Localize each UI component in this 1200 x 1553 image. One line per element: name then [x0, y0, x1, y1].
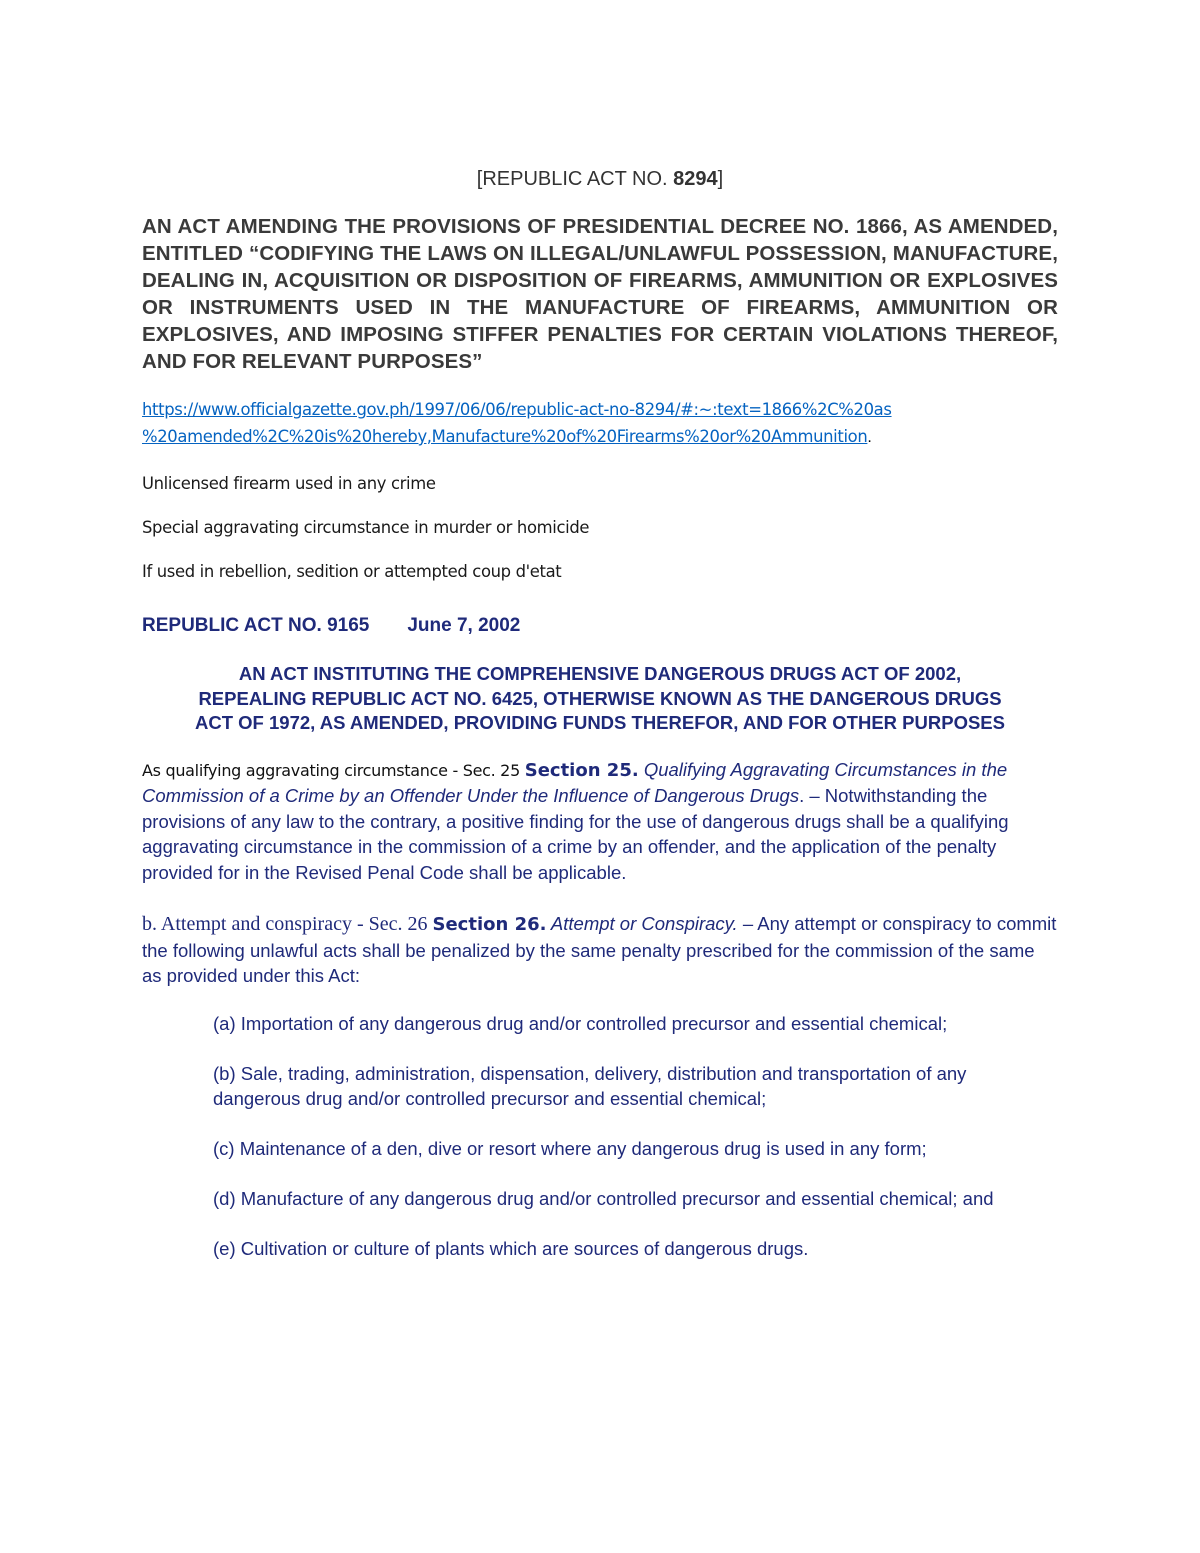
document-page	[142, 168, 1058, 1286]
ra8294-title: AN ACT AMENDING THE PROVISIONS OF PRESIDENTIAL DECREE NO. 1866, AS AMENDED, ENTITLED “CODIFYING THE LAWS ON ILLEGAL/UNLAWFUL POSSESSION, MANUFACTURE, DEALING IN, ACQUISITION OR DISPOSITION OF FIREARMS, AMMUNITION OR EXPLOSIVES OR INSTRUMENTS USED IN THE MANUFACTURE OF FIREARMS, AMMUNITION OR EXPLOSIVES, AND IMPOSING STIFFER PENALTIES FOR CERTAIN VIOLATIONS THEREOF, AND FOR RELEVANT PURPOSES”	[142, 215, 1058, 373]
link-trailing-period: .	[867, 429, 872, 446]
gazette-link-line-1[interactable]: https://www.officialgazette.gov.ph/1997/06/06/republic-act-no-8294/#:~:text=1866%2C%20as	[142, 400, 892, 419]
note-special-aggravating: Special aggravating circumstance in murder or homicide	[142, 518, 590, 537]
sec25-body: . – Notwithstanding the provisions of any law to the contrary, a positive finding for the use of dangerous drugs shall be a qualifying aggravating circumstance in the commission of a crime by an offender, and the application of the penalty provided for in the Revised Penal Code shall be applicable.	[142, 785, 1009, 883]
ra9165-title	[142, 662, 1058, 736]
ra9165-number: REPUBLIC ACT NO. 9165	[142, 615, 370, 636]
sec25-label: Section 25.	[524, 759, 639, 781]
gazette-link-line-2-text[interactable]: %20amended%2C%20is%20hereby,Manufacture%20of%20Firearms%20or%20Ammunition	[142, 427, 868, 446]
ra9165-header	[142, 615, 1058, 637]
list-item: (d) Manufacture of any dangerous drug and/or controlled precursor and essential chemical; and	[213, 1187, 994, 1209]
list-item: (e) Cultivation or culture of plants which are sources of dangerous drugs.	[213, 1237, 809, 1259]
sec26-lead: b. Attempt and conspiracy - Sec. 26	[142, 913, 433, 935]
sec25-heading: Qualifying Aggravating Circumstances in the Commission of a Crime by an Offender Under the Influence of Dangerous Drugs	[142, 758, 1008, 806]
ra9165-title-line-3: ACT OF 1972, AS AMENDED, PROVIDING FUNDS THEREFOR, AND FOR OTHER PURPOSES	[195, 712, 1005, 733]
list-item: (b) Sale, trading, administration, dispensation, delivery, distribution and transportation of any dangerous drug and/or controlled precursor and essential chemical;	[213, 1062, 967, 1109]
sec25-lead: As qualifying aggravating circumstance - Sec. 25	[142, 760, 525, 780]
unlawful-acts-list	[213, 1011, 1058, 1261]
ra8294-header	[142, 168, 1058, 191]
ra9165-title-line-1: AN ACT INSTITUTING THE COMPREHENSIVE DANGEROUS DRUGS ACT OF 2002,	[238, 663, 962, 684]
ra9165-title-line-2: REPEALING REPUBLIC ACT NO. 6425, OTHERWISE KNOWN AS THE DANGEROUS DRUGS	[198, 687, 1002, 709]
list-item: (c) Maintenance of a den, dive or resort where any dangerous drug is used in any form;	[213, 1137, 927, 1159]
ra8294-number: 8294	[673, 168, 718, 190]
ra8294-header-prefix: [REPUBLIC ACT NO.	[476, 168, 674, 190]
section-26-paragraph	[142, 911, 1058, 989]
sec26-body: – Any attempt or conspiracy to commit the following unlawful acts shall be penalized by the same penalty prescribed for the commission of the same as provided under this Act:	[142, 913, 1057, 986]
sec26-heading: Attempt or Conspiracy.	[546, 913, 738, 934]
official-gazette-link[interactable]	[142, 396, 1058, 451]
section-25-paragraph	[142, 757, 1058, 886]
ra8294-header-suffix: ]	[717, 168, 724, 190]
note-rebellion: If used in rebellion, sedition or attempted coup d'etat	[142, 562, 562, 581]
gazette-link-line-2[interactable]	[142, 427, 867, 446]
list-item: (a) Importation of any dangerous drug and/or controlled precursor and essential chemical;	[213, 1012, 948, 1034]
ra9165-date: June 7, 2002	[407, 615, 521, 636]
sec26-label: Section 26.	[432, 914, 547, 935]
note-unlicensed-firearm: Unlicensed firearm used in any crime	[142, 474, 436, 493]
